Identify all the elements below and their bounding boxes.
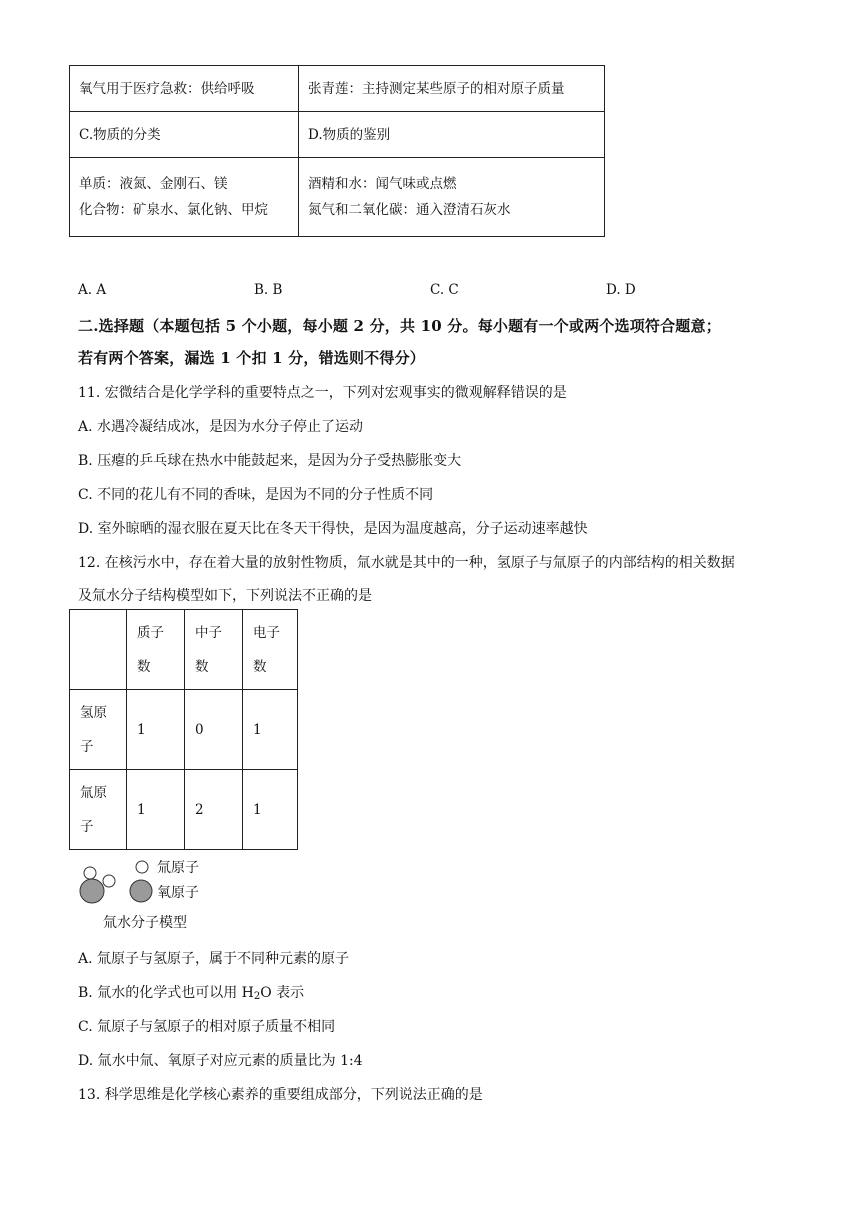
cell-line: 酒精和水：闻气味或点燃 [308,176,457,192]
model-caption: 氚水分子模型 [103,915,187,931]
cell-line: 化合物：矿泉水、氯化钠、甲烷 [79,202,268,218]
legend-tritium: 氚原子 [157,860,199,876]
q12-stem-line1: 12. 在核污水中，存在着大量的放射性物质，氚水就是其中的一种，氢原子与氚原子的内部结构的相关数据 [78,555,735,571]
option-b[interactable]: B. B [254,282,283,298]
table-cell: C.物质的分类 [70,112,299,158]
legend-oxygen: 氧原子 [157,885,199,901]
option-c[interactable]: C. C [430,282,459,298]
cell-line: 氮气和二氧化碳：通入澄清石灰水 [308,202,511,218]
option-d[interactable]: D. D [606,282,636,298]
q12-option-c[interactable]: C. 氚原子与氢原子的相对原子质量不相同 [78,1019,336,1035]
table-header: 质子 数 [127,610,185,690]
table-header: 电子 数 [243,610,298,690]
q11-option-d[interactable]: D. 室外晾晒的湿衣服在夏天比在冬天干得快，是因为温度越高，分子运动速率越快 [78,521,588,537]
tritiated-water-model [72,856,232,934]
q12-option-b[interactable]: B. 氚水的化学式也可以用 $H_2O$ 表示 [78,985,305,1002]
q12-option-a[interactable]: A. 氚原子与氢原子，属于不同种元素的原子 [78,951,350,967]
row-label: 氚原 子 [70,770,127,850]
table-row [70,690,298,770]
q11-option-a[interactable]: A. 水遇冷凝结成冰，是因为水分子停止了运动 [78,419,364,435]
atom-data-table [69,609,298,850]
table-cell: 1 [127,770,185,850]
table-cell: D.物质的鉴别 [299,112,605,158]
q11-option-b[interactable]: B. 压瘪的乒乓球在热水中能鼓起来，是因为分子受热膨胀变大 [78,453,462,469]
oxygen-atom-icon [128,878,154,904]
tritium-atom-icon [134,859,150,875]
row-label: 氢原 子 [70,690,127,770]
table-cell: 1 [243,690,298,770]
q11-stem: 11. 宏微结合是化学学科的重要特点之一，下列对宏观事实的微观解释错误的是 [78,385,567,401]
section-heading-line2: 若有两个答案，漏选 1 个扣 1 分，错选则不得分） [78,349,425,367]
q12-stem-line2: 及氚水分子结构模型如下，下列说法不正确的是 [78,588,372,604]
table-cell: 1 [243,770,298,850]
q12-option-d[interactable]: D. 氚水中氚、氧原子对应元素的质量比为 1:4 [78,1053,363,1069]
table-cell: 2 [185,770,243,850]
table-cell [299,158,605,237]
molecule-icon [72,864,132,914]
table-corner-cell [70,610,127,690]
cell-line: 单质：液氮、金刚石、镁 [79,176,228,192]
q13-stem: 13. 科学思维是化学核心素养的重要组成部分，下列说法正确的是 [78,1087,483,1103]
table-row [70,770,298,850]
table-cell: 1 [127,690,185,770]
q11-option-c[interactable]: C. 不同的花儿有不同的香味，是因为不同的分子性质不同 [78,487,434,503]
table-cell: 张青莲：主持测定某些原子的相对原子质量 [299,66,605,112]
section-heading-line1: 二.选择题（本题包括 5 个小题，每小题 2 分，共 10 分。每小题有一个或两个选项符合题意； [78,317,721,335]
q10-table [69,65,605,237]
table-cell: 0 [185,690,243,770]
option-a[interactable]: A. A [78,282,107,298]
table-cell: 氧气用于医疗急救：供给呼吸 [70,66,299,112]
table-header: 中子 数 [185,610,243,690]
table-cell [70,158,299,237]
